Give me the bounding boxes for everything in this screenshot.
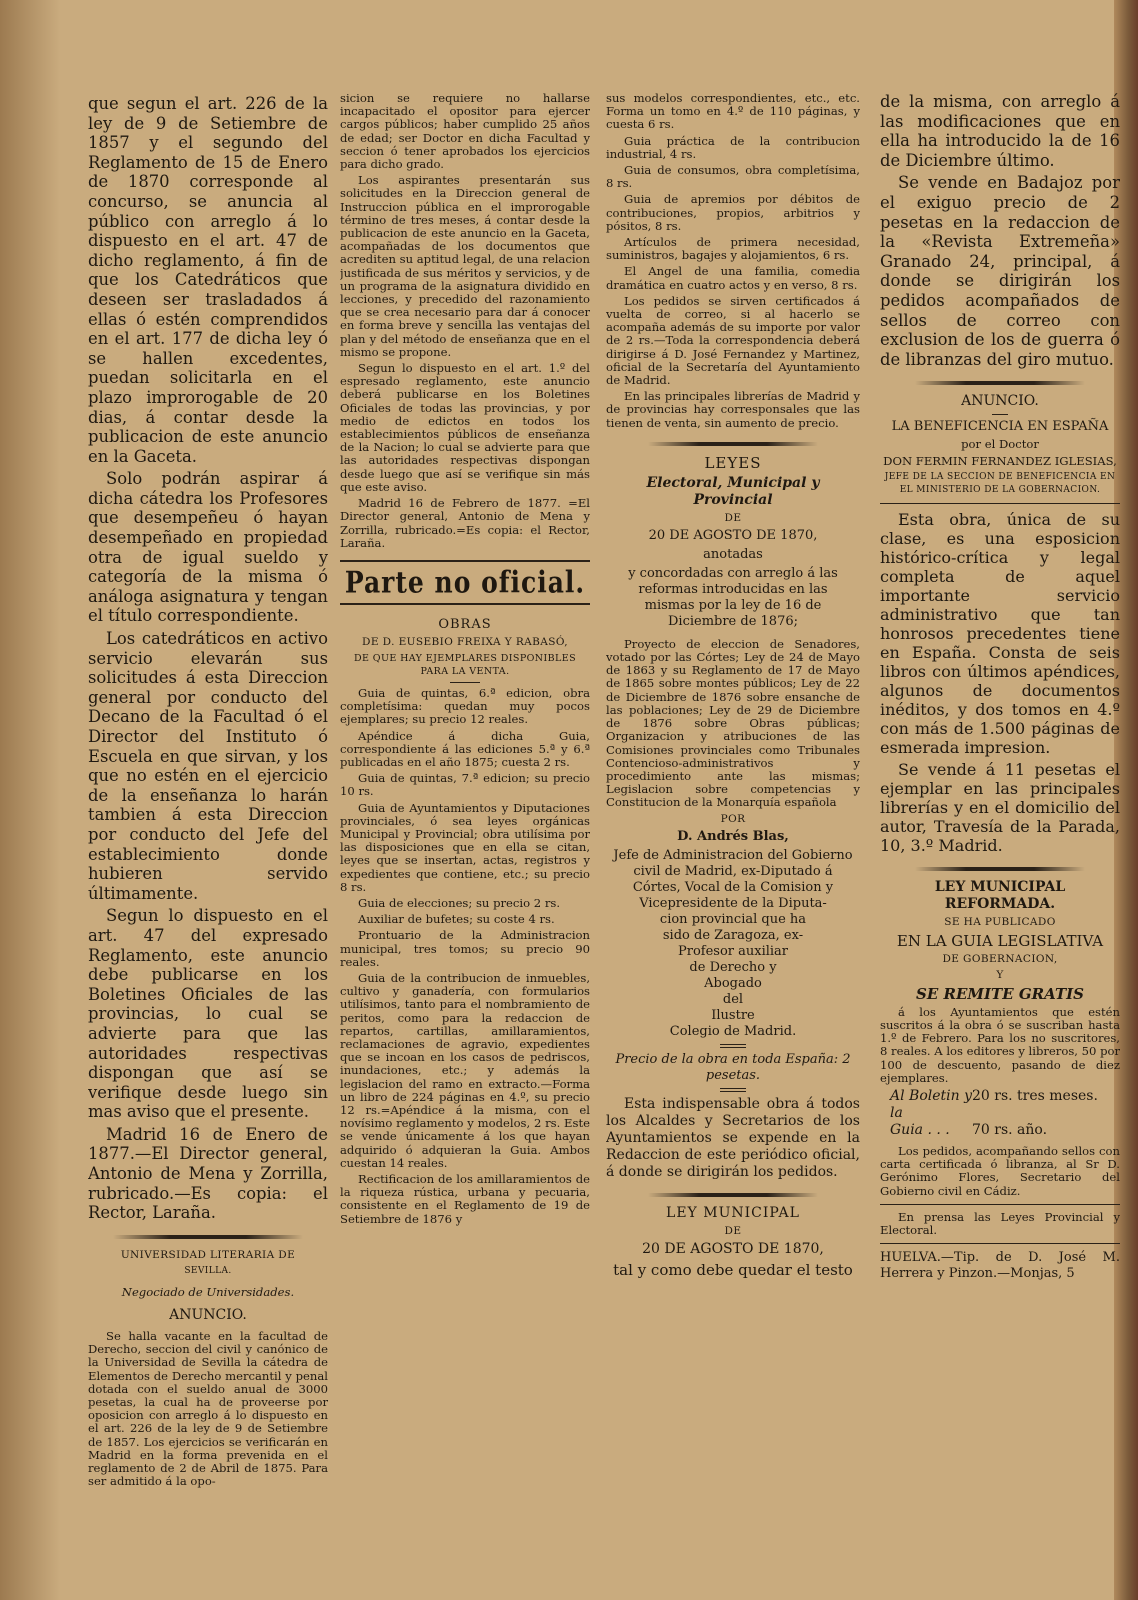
paragraph: sicion se requiere no hallarse incapacitado el opositor para ejercer cargos públicos; haber cumplido 25 años de edad; ser Doctor en dicha Facultad y seccion ó tener aprobados los ejercicios para dicho grado. (340, 92, 590, 172)
list-item: Guia de Ayuntamientos y Diputaciones provinciales, ó sea leyes orgánicas Municipal y Provincial; obra utilísima por las disposiciones que en ella se citan, leyes que se insertan, actas, registros y expedientes que contiene, etc.; su precio 8 rs. (340, 800, 590, 894)
price-row (880, 1088, 1120, 1122)
author-info-line: cion provincial que ha (659, 911, 807, 927)
paragraph: Esta obra, única de su clase, es una esposicion histórico-crítica y legal completa de aquel importante servicio administrativo que tan honrosos precedentes tiene en España. Consta de seis libros con últimos apéndices, algunos de documentos inéditos, y dos tomos en 4.º con más de 1.500 páginas de esmerada impresion. (880, 509, 1120, 757)
author-info-line: Profesor auxiliar (677, 943, 789, 959)
law-date: 20 DE AGOSTO DE 1870, (648, 527, 818, 543)
concordadas-text: y concordadas con arreglo á las reformas introducidas en las mismas por la ley de 16 de Diciembre de 1876; (628, 565, 838, 629)
leyes-heading: LEYES (704, 453, 762, 472)
list-item: El Angel de una familia, comedia dramática en cuatro actos y en verso, 8 rs. (606, 264, 860, 292)
divider (880, 1243, 1120, 1244)
list-item: En las principales librerías de Madrid y de provincias hay corresponsales que las tienen de venta, sin aumento de precio. (606, 389, 860, 430)
anotadas-label: anotadas (703, 546, 763, 562)
author-info-line: de Derecho y (689, 959, 777, 975)
divider (992, 414, 1008, 415)
list-item: Guia práctica de la contribucion industrial, 4 rs. (606, 133, 860, 161)
paragraph: Se halla vacante en la facultad de Derecho, seccion del civil y canónico de la Universidad de Sevilla la cátedra de Elementos de Derecho mercantil y penal dotada con el sueldo anual de 3000 pesetas, la cual ha de proveerse por oposicion con arreglo á lo dispuesto en el art. 226 de la ley de 9 de Setiembre de 1857. Los ejercicios se verificarán en Madrid en la forma prevenida en el reglamento de 2 de Abril de 1875. Para ser admitido á la opo- (88, 1329, 328, 1489)
y-label: Y (996, 968, 1004, 981)
section-banner (340, 560, 590, 605)
university-city: SEVILLA. (184, 1265, 232, 1276)
university-title: UNIVERSIDAD LITERARIA DE (120, 1248, 296, 1261)
paragraph: de la misma, con arreglo á las modificaciones que en ella ha introducido la de 16 de Diciembre último. (880, 92, 1120, 170)
publicado-label: SE HA PUBLICADO (944, 915, 1056, 928)
ley-municipal-heading: LEY MUNICIPAL (666, 1204, 800, 1221)
paragraph: Segun lo dispuesto en el art. 47 del expresado Reglamento, este anuncio debe publicarse en los Boletines Oficiales de las provincias, lo cual se advierte para que las autoridades respectivas dispongan que así se verifique desde luego sin mas aviso que el presente. (88, 906, 328, 1122)
section-divider (648, 442, 818, 446)
anuncio-heading: ANUNCIO. (169, 1307, 247, 1324)
list-item: Guia de la contribucion de inmuebles, cultivo y ganadería, con formularios utilísimos, tanto para el nombramiento de peritos, como para la redaccion de repartos, cartillas, amillaramientos, reclamaciones de agravio, expedientes que se incoan en los casos de pedriscos, inundaciones, etc.; y además la legislacion del ramo en extracto.—Forma un libro de 224 páginas en 4.º, su precio 12 rs.=Apéndice á la misma, con el novísimo reglamento y modelos, 2 rs. Este se vende únicamente á los que hayan adquirido ó adquieran la Guia. Ambos cuestan 14 reales. (340, 970, 590, 1170)
list-item: Guia de consumos, obra completísima, 8 rs. (606, 163, 860, 191)
paragraph: Solo podrán aspirar á dicha cátedra los Profesores que desempeñeu ó hayan desempeñado en propiedad otra de igual sueldo y categoría de la misma ó análoga asignatura y tengan el título correspondiente. (88, 469, 328, 626)
paragraph: Se vende en Badajoz por el exiguo precio de 2 pesetas en la redaccion de la «Revista Extremeña» Granado 24, principal, á donde se dirigirán los pedidos acompañados de sellos de correo con exclusion de los de guerra ó de libranzas del giro mutuo. (880, 173, 1120, 369)
column-2 (340, 92, 590, 1229)
paragraph: que segun el art. 226 de la ley de 9 de Setiembre de 1857 y el segundo del Reglamento de 15 de Enero de 1870 corresponde al concurso, se anuncia al público con arreglo á lo dispuesto en el art. 47 de dicho reglamento, á fin de que los Catedráticos que deseen ser trasladados á ellas ó estén comprendidos en el art. 177 de dicha ley ó se hallen excedentes, puedan solicitarla en el plazo improrogable de 20 dias, á contar desde la publicacion de este anuncio en la Gaceta. (88, 94, 328, 466)
author-info-line: civil de Madrid, ex-Diputado á (633, 863, 833, 879)
paragraph: Esta indispensable obra á todos los Alcaldes y Secretarios de los Ayuntamientos se expende en la Redaccion de este periódico oficial, á donde se dirigirán los pedidos. (606, 1095, 860, 1180)
list-item: Auxiliar de bufetes; su coste 4 rs. (358, 912, 555, 927)
author-info-line: del (722, 991, 744, 1007)
signature: Madrid 16 de Enero de 1877.—El Director general, Antonio de Mena y Zorrilla, rubricado.—Es copia: el Rector, Laraña. (88, 1124, 328, 1223)
divider (880, 503, 1120, 504)
column-4 (880, 92, 1120, 1285)
paragraph: tal y como debe quedar el testo (613, 1260, 853, 1279)
price-note: Precio de la obra en toda España: 2 pesetas. (615, 1051, 851, 1083)
parte-no-oficial-heading: Parte no oficial. (344, 565, 586, 600)
price-row (880, 1122, 1120, 1139)
list-item: Apéndice á dicha Guia, correspondiente á las ediciones 5.ª y 6.ª publicadas en el año 1875; cuesta 2 rs. (340, 728, 590, 769)
beneficencia-title: LA BENEFICENCIA EN ESPAÑA (891, 419, 1109, 435)
obras-heading: OBRAS (438, 616, 492, 632)
price-value: 70 rs. año. (972, 1121, 1048, 1138)
list-item: Guia de elecciones; su precio 2 rs. (358, 895, 561, 910)
author-info-line: sido de Zaragoza, ex- (662, 927, 804, 943)
gobernacion-label: DE GOBERNACION, (942, 952, 1058, 965)
paragraph: Los catedráticos en activo servicio elevarán sus solicitudes á esta Direccion general por conducto del Decano de la Facultad ó el Director del Instituto ó Escuela en que sirvan, y los que no estén en el ejercicio de la enseñanza lo harán tambien á esta Direccion por conducto del Jefe del establecimiento donde hubieren servido últimamente. (88, 629, 328, 903)
list-item: Guia de quintas, 6.ª edicion, obra completísima: quedan muy pocos ejemplares; su precio 12 reales. (340, 685, 590, 727)
contents-paragraph: Proyecto de eleccion de Senadores, votado por las Córtes; Ley de 24 de Mayo de 1863 y su Reglamento de 17 de Mayo de 1865 sobre montes públicos; Ley de 22 de Diciembre de 1876 sobre ensanche de las poblaciones; Ley de 29 de Diciembre de 1876 sobre Obras públicas; Organizacion y atribuciones de las Comisiones provinciales como Tribunales Contencioso-administrativos y procedimiento ante las mismas; Legislacion sobre competencias y Constitucion de la Monarquía española (606, 636, 860, 810)
list-item: Rectificacion de los amillaramientos de la riqueza rústica, urbana y pecuaria, consistente en el Reglamento de 19 de Setiembre de 1876 y (340, 1172, 590, 1226)
divider (720, 1044, 746, 1048)
list-item: Los pedidos se sirven certificados á vuelta de correo, si al hacerlo se acompaña además de su importe por valor de 2 rs.—Toda la correspondencia deberá dirigirse á D. José Fernandez y Martinez, oficial de la Secretaría del Ayuntamiento de Madrid. (606, 293, 860, 388)
price-label: Guia . . . (890, 1121, 950, 1138)
leyes-subtitle: Electoral, Municipal y Provincial (646, 474, 820, 508)
author-info-line: Jefe de Administracion del Gobierno (613, 847, 853, 863)
author-name: D. Andrés Blas, (677, 828, 789, 844)
author-info-line: Ilustre (711, 1007, 755, 1023)
list-item: Guia de quintas, 7.ª edicion; su precio 10 rs. (340, 771, 590, 799)
de-label: DE (724, 511, 742, 524)
section-divider (648, 1193, 818, 1197)
paragraph: Los pedidos, acompañando sellos con carta certificada ó libranza, al Sr D. Gerónimo Flores, Secretario del Gobierno civil en Cádiz. (880, 1143, 1120, 1198)
paragraph: Segun lo dispuesto en el art. 1.º del espresado reglamento, este anuncio deberá publicarse en los Boletines Oficiales de todas las provincias, y por medio de edictos en todos los establecimientos públicos de enseñanza de la Nacion; lo cual se advierte para que las autoridades respectivas dispongan desde luego que así se verifique sin más que este aviso. (340, 361, 590, 494)
signature: Madrid 16 de Febrero de 1877. =El Director general, Antonio de Mena y Zorrilla, rubricado.=Es copia: el Rector, Laraña. (340, 496, 590, 550)
paragraph: En prensa las Leyes Provincial y Electoral. (880, 1209, 1120, 1237)
de-label: DE (724, 1224, 742, 1237)
divider (450, 682, 480, 683)
list-item: sus modelos correspondientes, etc., etc. Forma un tomo en 4.º de 110 páginas, y cuesta 6 rs. (606, 92, 860, 132)
printer-imprint: HUELVA.—Tip. de D. José M. Herrera y Pinzon.—Monjas, 5 (880, 1250, 1120, 1282)
list-item: Artículos de primera necesidad, suministros, bagajes y alojamientos, 6 rs. (606, 235, 860, 263)
column-3 (606, 92, 860, 1282)
price-label: Al Boletin y la (890, 1087, 972, 1121)
author-info-line: Córtes, Vocal de la Comision y (632, 879, 834, 895)
author-info-line: Colegio de Madrid. (669, 1023, 797, 1039)
paragraph: á los Ayuntamientos que estén suscritos á la obra ó se suscriban hasta 1.º de Febrero. Para los no suscritores, 8 reales. A los editores y libreros, 50 por 100 de descuento, pasando de diez ejemplares. (880, 1004, 1120, 1085)
section-divider (113, 1235, 303, 1239)
negociado: Negociado de Universidades. (121, 1284, 295, 1299)
author-heading: DE D. EUSEBIO FREIXA Y RABASÓ, (362, 635, 568, 648)
section-divider (915, 867, 1085, 871)
por-el-doctor: por el Doctor (961, 437, 1039, 452)
doctor-position: JEFE DE LA SECCION DE BENEFICENCIA EN EL MINISTERIO DE LA GOBERNACION. (884, 471, 1116, 495)
author-info-line: Abogado (704, 975, 762, 991)
paragraph: Los aspirantes presentarán sus solicitudes en la Direccion general de Instruccion pública en el improrogable término de tres meses, á contar desde la publicacion de este anuncio en la Gaceta, acompañadas de los documentos que acrediten su aptitud legal, de una relacion justificada de sus méritos y servicios, y de un programa de la asignatura dividido en lecciones, y precedido del razonamiento que se crea necesario para dar á conocer en forma breve y sencilla las ventajas del plan y del método de enseñanza que en el mismo se propone. (340, 173, 590, 359)
price-value: 20 rs. tres meses. (972, 1087, 1098, 1104)
anuncio-heading: ANUNCIO. (961, 393, 1039, 410)
column-1 (88, 94, 328, 1491)
author-info-line: Vicepresidente de la Diputa- (639, 895, 827, 911)
por-label: POR (720, 812, 746, 825)
availability-note: DE QUE HAY EJEMPLARES DISPONIBLES PARA LA VENTA. (353, 652, 576, 677)
list-item: Prontuario de la Administracion municipal, tres tomos; su precio 90 reales. (340, 928, 590, 969)
law-date: 20 DE AGOSTO DE 1870, (642, 1240, 824, 1257)
section-divider (915, 381, 1085, 385)
ley-reformada-heading: LEY MUNICIPAL REFORMADA. (934, 878, 1066, 912)
divider (720, 1088, 746, 1092)
divider (880, 1204, 1120, 1205)
remite-gratis-heading: SE REMITE GRATIS (916, 984, 1084, 1003)
list-item: Guia de apremios por débitos de contribuciones, propios, arbitrios y pósitos, 8 rs. (606, 192, 860, 233)
paragraph: Se vende á 11 pesetas el ejemplar en las principales librerías y en el domicilio del autor, Travesía de la Parada, 10, 3.º Madrid. (880, 759, 1120, 855)
page-spine-shadow (0, 0, 60, 1600)
guia-heading: EN LA GUIA LEGISLATIVA (896, 931, 1104, 950)
doctor-name: DON FERMIN FERNANDEZ IGLESIAS, (883, 453, 1117, 468)
